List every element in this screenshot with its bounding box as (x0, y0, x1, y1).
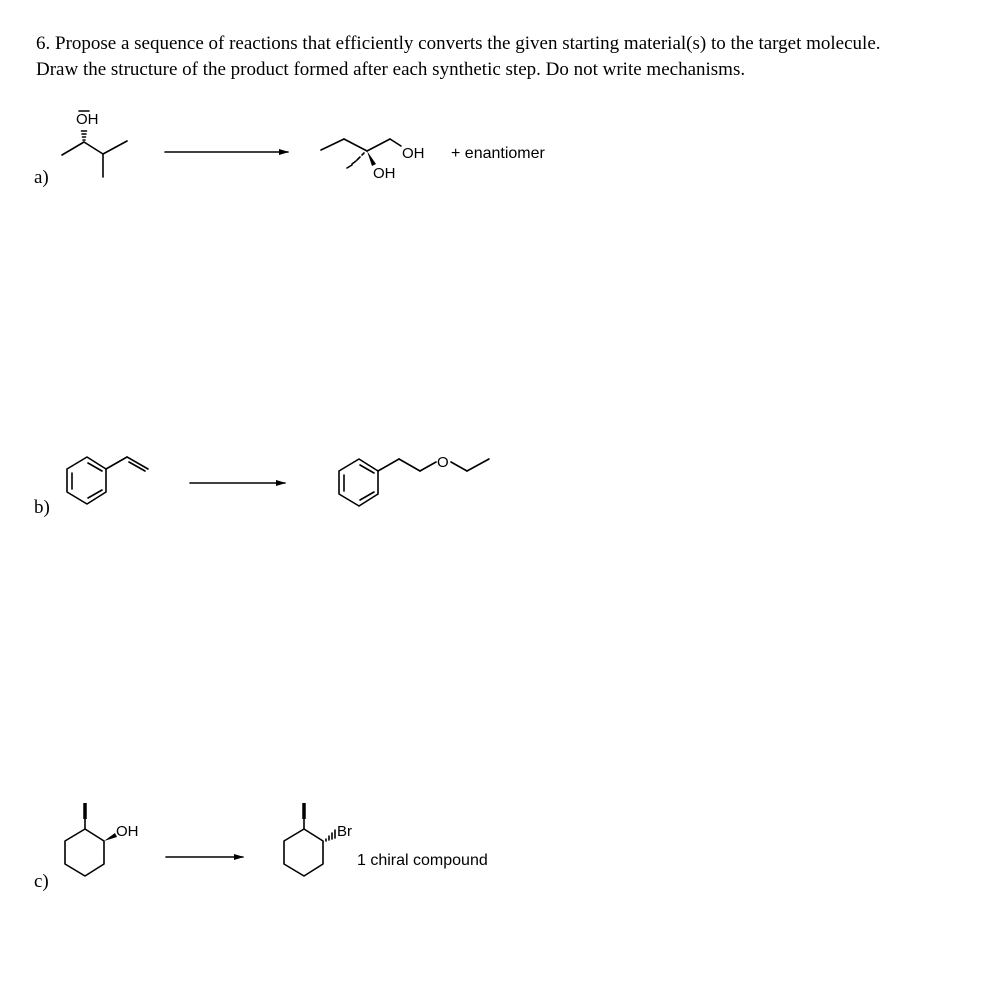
part-c-starting-material (65, 803, 139, 876)
part-a-label: a) (34, 167, 49, 188)
part-a-product-oh-label-2: OH (373, 165, 396, 182)
part-a-enantiomer-note: + enantiomer (451, 145, 545, 162)
part-c-product (284, 803, 352, 876)
part-c-product-br-label: Br (337, 823, 352, 840)
question-line-2: Draw the structure of the product formed after each synthetic step. Do not write mechanisms. (36, 59, 746, 80)
part-b-label: b) (34, 497, 50, 518)
part-a-product (321, 139, 425, 182)
part-a-product-oh-label-1: OH (402, 145, 425, 162)
part-b-starting-material (67, 457, 148, 504)
part-c-chiral-note: 1 chiral compound (357, 852, 488, 869)
part-b-product (339, 454, 489, 506)
part-c-label: c) (34, 871, 49, 892)
hashed-bond (347, 153, 364, 168)
part-b-product-o-label: O (437, 454, 449, 471)
question-line-1: 6. Propose a sequence of reactions that efficiently converts the given starting material(s) to the target molecule. (36, 33, 881, 54)
hashed-bond (326, 830, 335, 841)
part-a-starting-material (62, 111, 127, 177)
part-a-start-oh-label: OH (76, 111, 99, 128)
part-c-start-oh-label: OH (116, 823, 139, 840)
hashed-bond (82, 131, 87, 140)
wedge-bond (367, 151, 376, 166)
